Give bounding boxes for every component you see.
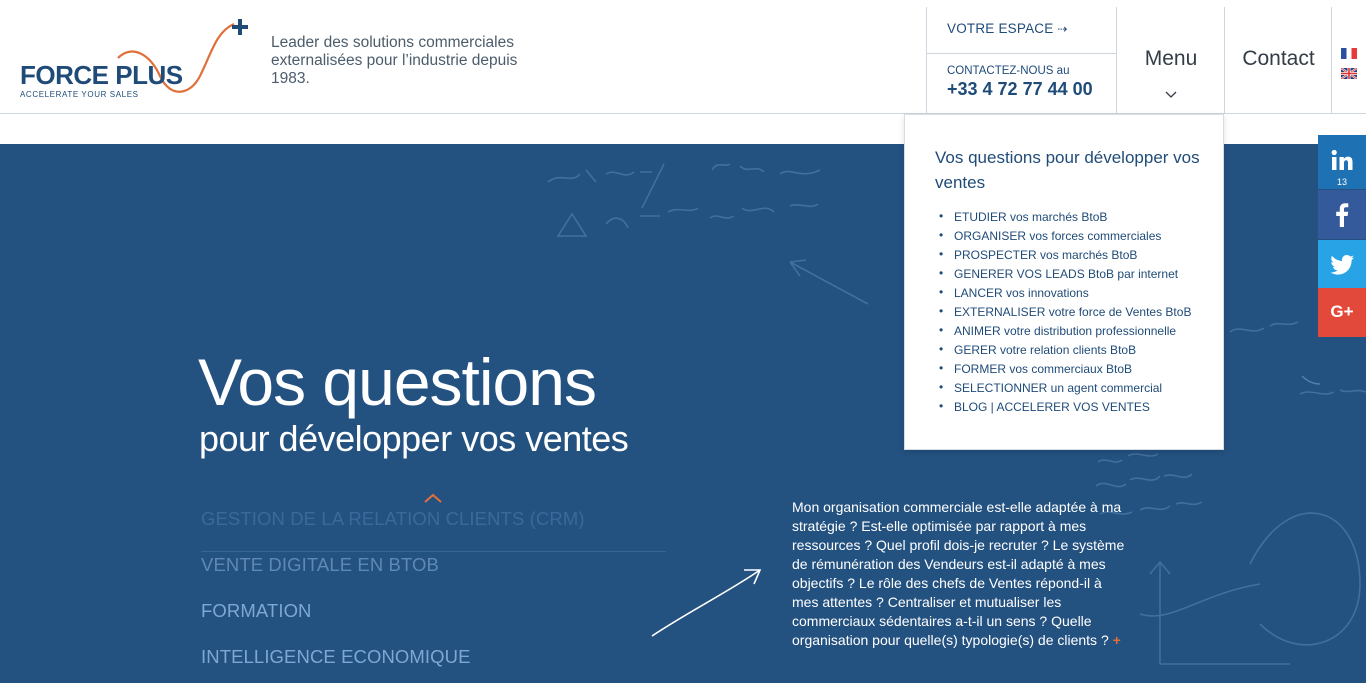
topic-label: GESTION DE LA RELATION CLIENTS (CRM) [201, 508, 585, 529]
site-header [0, 0, 1366, 114]
divider [927, 53, 1116, 54]
contact-nav-label: Contact [1242, 47, 1315, 70]
topic-label: INTELLIGENCE ECONOMIQUE [201, 646, 471, 667]
menu-item-animer[interactable]: • ANIMER votre distribution professionnelle [939, 324, 1191, 343]
twitter-share-button[interactable] [1318, 240, 1366, 289]
phone-number[interactable]: +33 4 72 77 44 00 [947, 79, 1093, 99]
contact-label: CONTACTEZ-NOUS au [947, 65, 1070, 77]
chevron-up-icon[interactable] [424, 492, 442, 504]
menu-item-prospecter[interactable]: • PROSPECTER vos marchés BtoB [939, 248, 1191, 267]
hero-description-text: Mon organisation commerciale est-elle adaptée à ma stratégie ? Est-elle optimisée par rapport à mes ressources ? Quel profil dois-je recruter ? Le système de rémunération des Vendeurs est-il adapté à mes objectifs ? Le rôle des chefs de Ventes répond-il à mes attentes ? Centraliser et mutualiser les commerciaux sédentaires a-t-il un sens ? Quelle organisation pour quelle(s) typologie(s) de clients ? [792, 499, 1125, 648]
menu-item-etudier[interactable]: • ETUDIER vos marchés BtoB [939, 210, 1191, 229]
questions-dropdown-menu [904, 114, 1224, 450]
facebook-icon [1335, 203, 1349, 227]
read-more-plus-icon[interactable]: + [1112, 632, 1121, 648]
logo-wordmark: FORCE PLUS [20, 60, 183, 90]
topic-intelligence-economique[interactable] [201, 644, 666, 683]
hero-topic-list [201, 506, 666, 683]
force-plus-logo[interactable] [20, 16, 265, 106]
dropdown-title: Vos questions pour développer vos ventes [935, 148, 1200, 192]
logo-tagline: ACCELERATE YOUR SALES [20, 90, 139, 99]
hero-description [792, 498, 1132, 650]
linkedin-share-count: 13 [1336, 177, 1347, 187]
menu-item-lancer[interactable]: • LANCER vos innovations [939, 286, 1191, 305]
flag-fr-icon[interactable] [1341, 48, 1357, 59]
hero-title: Vos questions [198, 345, 596, 419]
google-plus-icon: G+ [1330, 302, 1354, 321]
twitter-icon [1330, 255, 1354, 275]
chevron-down-icon [1165, 89, 1177, 101]
votre-espace-label: VOTRE ESPACE [947, 21, 1054, 36]
google-plus-share-button[interactable] [1318, 288, 1366, 337]
language-switcher [1331, 7, 1366, 114]
menu-button[interactable] [1116, 7, 1224, 114]
contact-nav-link[interactable] [1224, 7, 1331, 114]
topic-formation[interactable] [201, 598, 666, 644]
topic-vente-digitale[interactable] [201, 552, 666, 598]
header-tagline: Leader des solutions commerciales externalisées pour l’industrie depuis 1983. [271, 34, 518, 87]
flag-en-icon[interactable] [1341, 68, 1357, 79]
linkedin-share-button[interactable] [1318, 135, 1366, 189]
topic-label: VENTE DIGITALE EN BTOB [201, 554, 439, 575]
hero-subtitle: pour développer vos ventes [199, 418, 629, 459]
sketch-arrow-icon [648, 562, 768, 642]
topic-crm[interactable] [201, 506, 666, 552]
menu-item-blog[interactable]: • BLOG | ACCELERER VOS VENTES [939, 400, 1191, 419]
menu-item-externaliser[interactable]: • EXTERNALISER votre force de Ventes BtoB [939, 305, 1191, 324]
arrow-right-icon: ⇢ [1057, 22, 1068, 36]
menu-item-organiser[interactable]: • ORGANISER vos forces commerciales [939, 229, 1191, 248]
menu-label: Menu [1144, 47, 1198, 70]
menu-item-gerer[interactable]: • GERER votre relation clients BtoB [939, 343, 1191, 362]
dropdown-list [939, 210, 1191, 419]
topic-label: FORMATION [201, 600, 312, 621]
linkedin-icon [1331, 149, 1353, 171]
menu-item-selectionner[interactable]: • SELECTIONNER un agent commercial [939, 381, 1191, 400]
menu-item-generer-leads[interactable]: • GENERER VOS LEADS BtoB par internet [939, 267, 1191, 286]
votre-espace-link[interactable] [947, 21, 1068, 36]
espace-contact-block [926, 7, 1116, 114]
facebook-share-button[interactable] [1318, 190, 1366, 239]
menu-item-former[interactable]: • FORMER vos commerciaux BtoB [939, 362, 1191, 381]
